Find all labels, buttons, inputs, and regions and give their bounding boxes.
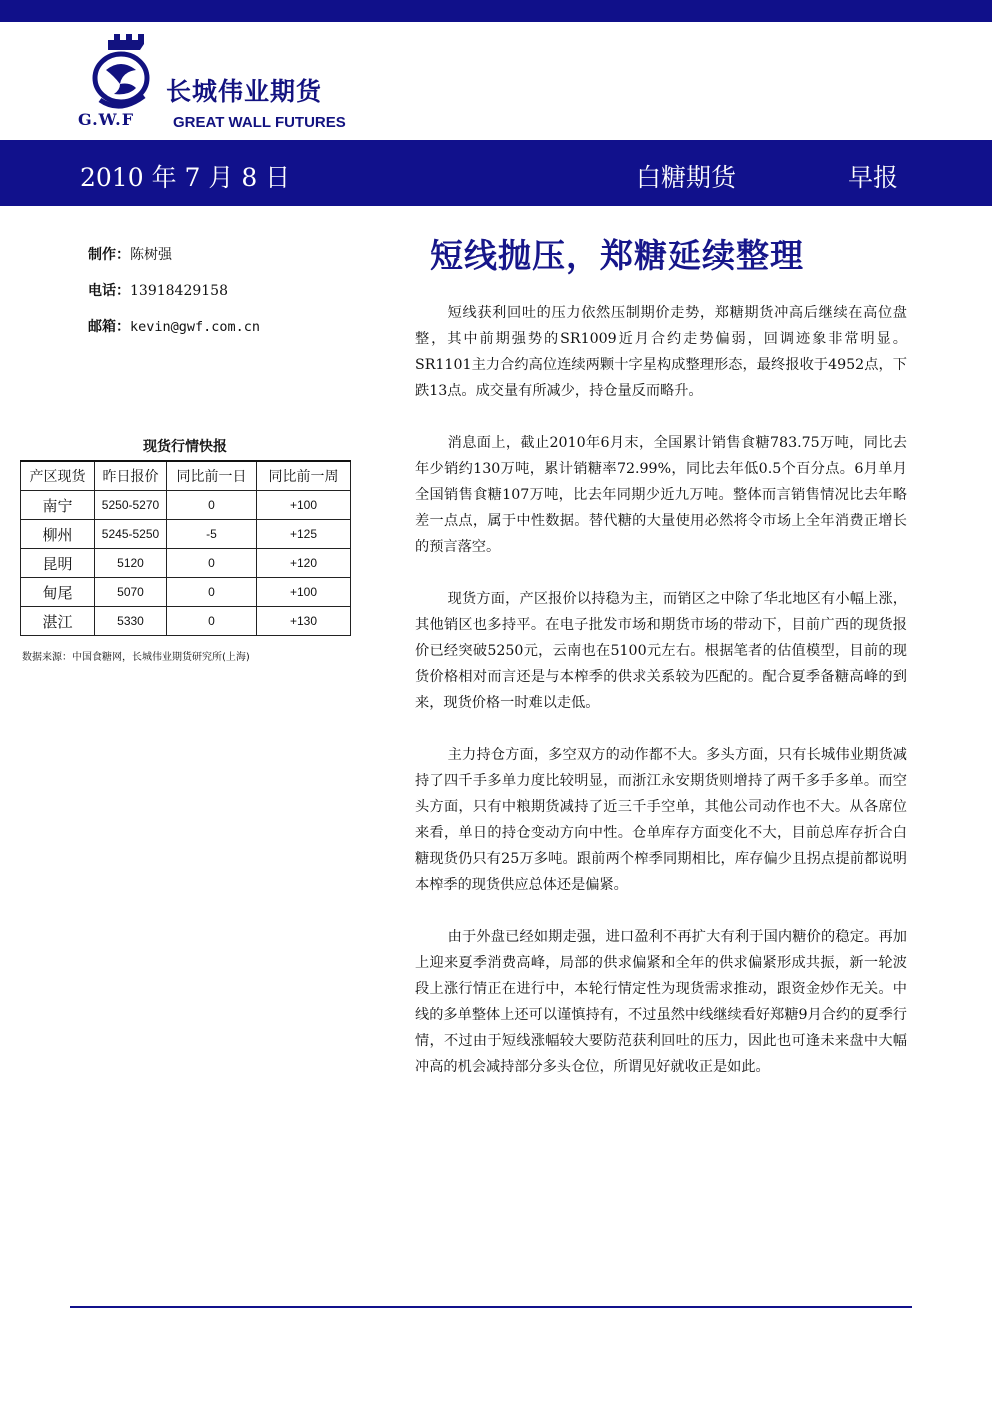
column-header: 昨日报价 [95, 461, 167, 491]
author-label: 制作： [88, 247, 130, 263]
product-name: 白糖期货 [636, 163, 737, 192]
email-address[interactable]: kevin@gwf.com.cn [130, 319, 261, 335]
region-cell: 南宁 [21, 491, 95, 520]
data-source-note: 数据来源：中国食糖网，长城伟业期货研究所(上海) [22, 652, 250, 663]
email-line [88, 316, 260, 336]
phone-label: 电话： [88, 283, 130, 299]
table-row [21, 520, 351, 549]
table-header-row [21, 461, 351, 491]
great-wall-globe-icon [86, 30, 156, 112]
day-change-cell: 0 [167, 607, 257, 636]
article-paragraph: 主力持仓方面，多空双方的动作都不大。多头方面，只有长城伟业期货减持了四千手多单力度比较明显，而浙江永安期货则增持了两千多手多单。而空头方面，只有中粮期货减持了近三千手空单，其他公司动作也不大。从各席位来看，单日的持仓变动方向中性。仓单库存方面变化不大，目前总库存折合白糖现货仍只有25万多吨。跟前两个榨季同期相比，库存偏少且拐点提前都说明本榨季的现货供应总体还是偏紧。 [415, 747, 907, 893]
article-headline: 短线抛压，郑糖延续整理 [430, 236, 804, 275]
report-type: 早报 [848, 163, 899, 192]
header-banner [0, 140, 992, 206]
price-cell: 5250-5270 [95, 491, 167, 520]
day-change-cell: -5 [167, 520, 257, 549]
week-change-cell: +125 [257, 520, 351, 549]
region-cell: 柳州 [21, 520, 95, 549]
day-change-cell: 0 [167, 549, 257, 578]
week-change-cell: +120 [257, 549, 351, 578]
region-cell: 湛江 [21, 607, 95, 636]
column-header: 同比前一周 [257, 461, 351, 491]
day-change-cell: 0 [167, 491, 257, 520]
article-paragraph: 消息面上，截止2010年6月末，全国累计销售食糖783.75万吨，同比去年少销约130万吨，累计销糖率72.99%，同比去年低0.5个百分点。6月单月全国销售食糖107万吨，比去年同期少近九万吨。整体而言销售情况比去年略差一点点，属于中性数据。替代糖的大量使用必然将令市场上全年消费正增长的预言落空。 [415, 435, 907, 555]
author-name: 陈树强 [130, 247, 172, 263]
table-row [21, 549, 351, 578]
table-row [21, 578, 351, 607]
phone-number: 13918429158 [130, 283, 228, 299]
week-change-cell: +100 [257, 491, 351, 520]
region-cell: 甸尾 [21, 578, 95, 607]
brand-name-en: GREAT WALL FUTURES [173, 114, 346, 131]
brand-abbreviation: G.W.F [78, 110, 135, 129]
week-change-cell: +130 [257, 607, 351, 636]
spot-price-table [20, 460, 351, 636]
price-cell: 5070 [95, 578, 167, 607]
region-cell: 昆明 [21, 549, 95, 578]
table-row [21, 491, 351, 520]
article-paragraph: 短线获利回吐的压力依然压制期价走势，郑糖期货冲高后继续在高位盘整，其中前期强势的SR1009近月合约走势偏弱，回调迹象非常明显。SR1101主力合约高位连续两颗十字星构成整理形态，最终报收于4952点，下跌13点。成交量有所减少，持仓量反而略升。 [415, 305, 907, 399]
article-paragraph: 现货方面，产区报价以持稳为主，而销区之中除了华北地区有小幅上涨，其他销区也多持平。在电子批发市场和期货市场的带动下，目前广西的现货报价已经突破5250元，云南也在5100元左右。根据笔者的估值模型，目前的现货价格相对而言还是与本榨季的供求关系较为匹配的。配合夏季备糖高峰的到来，现货价格一时难以走低。 [415, 591, 907, 711]
column-header: 产区现货 [21, 461, 95, 491]
week-change-cell: +100 [257, 578, 351, 607]
day-change-cell: 0 [167, 578, 257, 607]
spot-table-title: 现货行情快报 [143, 439, 227, 455]
report-date: 2010 年 7 月 8 日 [80, 163, 291, 192]
company-logo [78, 30, 378, 135]
brand-name-cn: 长城伟业期货 [166, 77, 323, 106]
column-header: 同比前一日 [167, 461, 257, 491]
top-color-bar [0, 0, 992, 22]
email-label: 邮箱： [88, 319, 130, 335]
price-cell: 5330 [95, 607, 167, 636]
table-row [21, 607, 351, 636]
price-cell: 5120 [95, 549, 167, 578]
article-body [415, 300, 907, 1106]
article-paragraph: 由于外盘已经如期走强，进口盈利不再扩大有利于国内糖价的稳定。再加上迎来夏季消费高峰，局部的供求偏紧和全年的供求偏紧形成共振，新一轮波段上涨行情正在进行中，本轮行情定性为现货需求推动，跟资金炒作无关。中线的多单整体上还可以谨慎持有，不过虽然中线继续看好郑糖9月合约的夏季行情，不过由于短线涨幅较大要防范获利回吐的压力，因此也可逢未来盘中大幅冲高的机会减持部分多头仓位，所谓见好就收正是如此。 [415, 929, 907, 1075]
author-line [88, 244, 172, 264]
phone-line [88, 280, 228, 300]
price-cell: 5245-5250 [95, 520, 167, 549]
footer-divider [70, 1306, 912, 1308]
